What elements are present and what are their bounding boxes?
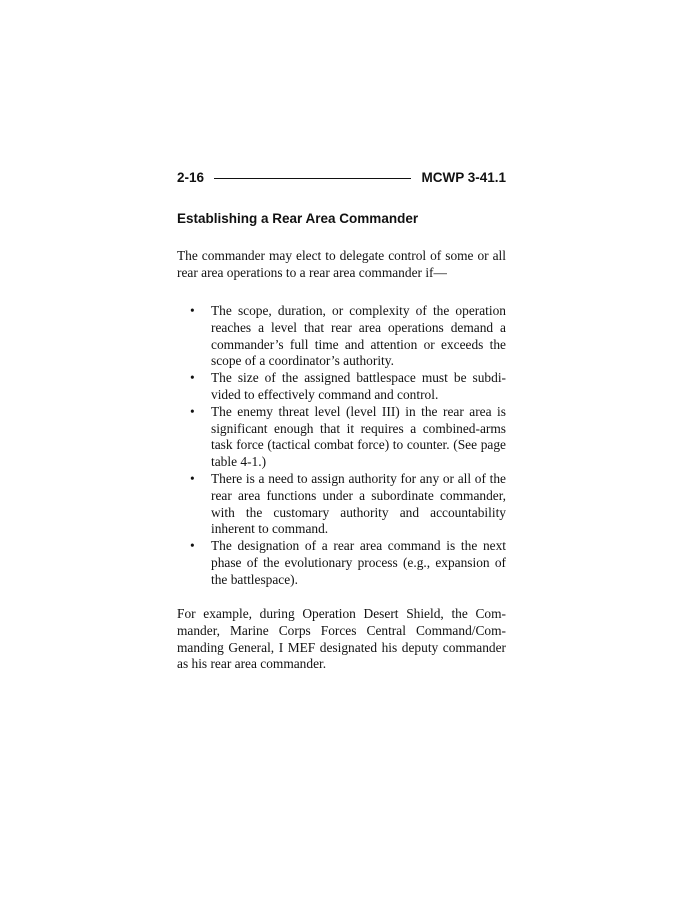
list-item-text: The size of the assigned battlespace must be subdi-vided to effectively command and control. — [211, 370, 506, 402]
list-item-text: The designation of a rear area command is the next phase of the evolutionary process (e.g., expansion of the battlespace). — [211, 538, 506, 587]
page-number: 2-16 — [177, 169, 205, 185]
intro-paragraph: The commander may elect to delegate control of some or all rear area operations to a rear area commander if— — [177, 248, 506, 280]
list-item — [177, 471, 506, 538]
bullet-icon: • — [190, 303, 195, 318]
list-item-text: The scope, duration, or complexity of the operation reaches a level that rear area operations demand a commander’s full time and attention or exceeds the scope of a coordinator’s authority. — [211, 303, 506, 369]
bullet-icon: • — [190, 370, 195, 386]
list-item — [177, 404, 506, 471]
list-item — [177, 538, 506, 588]
header-rule — [214, 178, 411, 179]
list-item — [177, 370, 506, 404]
bullet-icon: • — [190, 470, 195, 486]
list-item-text: There is a need to assign authority for any or all of the rear area functions under a subordinate commander, with the customary authority and accountability inherent to command. — [211, 470, 506, 537]
bullet-icon: • — [190, 538, 195, 554]
condition-list — [177, 303, 506, 589]
publication-id: MCWP 3-41.1 — [421, 169, 506, 185]
list-item — [177, 303, 506, 370]
section-title: Establishing a Rear Area Commander — [177, 211, 419, 226]
list-item-text: The enemy threat level (level III) in the rear area is significant enough that it requires a combined-arms task force (tactical combat force) to counter. (See page table 4-1.) — [211, 403, 506, 470]
running-header — [177, 168, 506, 186]
closing-paragraph: For example, during Operation Desert Shield, the Com-mander, Marine Corps Forces Central Command/Com-manding General, I MEF designated his deputy commander as his rear area commander. — [177, 606, 506, 672]
bullet-icon: • — [190, 403, 195, 419]
